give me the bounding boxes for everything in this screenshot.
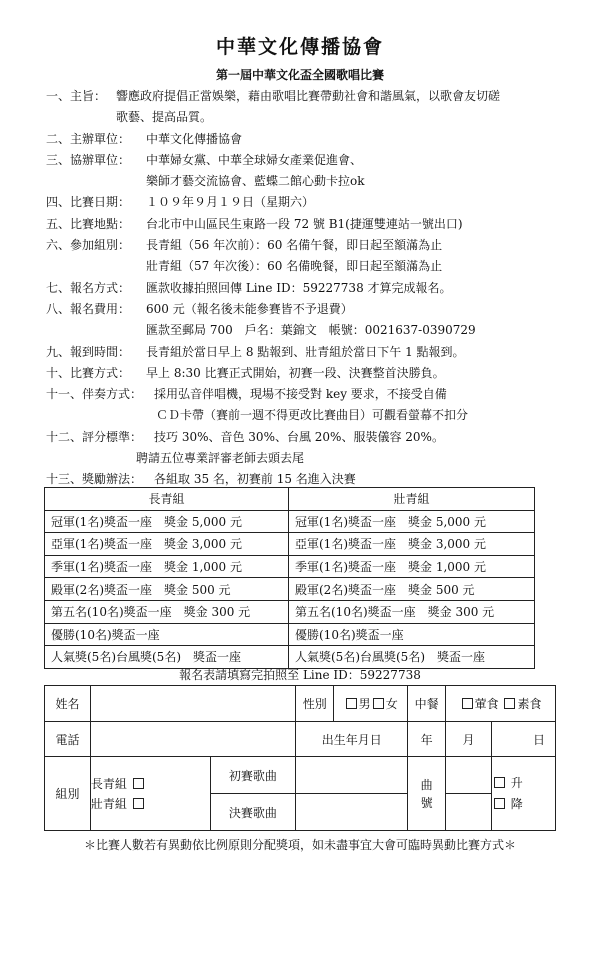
female-label: 女	[385, 697, 398, 711]
rule-3: 三、協辦單位： 中華婦女黨、中華全球婦女產業促進會、	[46, 152, 363, 167]
final-song-field[interactable]	[296, 794, 408, 831]
rule-2: 二、主辦單位： 中華文化傳播協會	[46, 131, 243, 146]
rule-7: 七、報名方式： 匯款收據拍照回傳 Line ID：59227738 才算完成報名。	[46, 280, 452, 295]
prelim-track-field[interactable]	[446, 757, 492, 794]
header-youth-group: 壯青組	[289, 488, 535, 511]
table-row: 冠軍(1名)獎盃一座 獎金 5,000 元 冠軍(1名)獎盃一座 獎金 5,000 元	[45, 510, 535, 533]
youth-group-checkbox[interactable]	[133, 798, 144, 809]
form-row-group-prelim	[45, 757, 556, 794]
footer-note: ＊比賽人數若有異動依比例原則分配獎項，如未盡事宜大會可臨時異動比賽方式＊	[83, 838, 516, 852]
form-instruction: 報名表請填寫完拍照至 Line ID：59227738	[179, 668, 421, 682]
final-track-field[interactable]	[446, 794, 492, 831]
table-row: 殿軍(2名)獎盃一座 獎金 500 元 殿軍(2名)獎盃一座 獎金 500 元	[45, 578, 535, 601]
rule-12: 十二、評分標準： 技巧 30%、音色 30%、台風 20%、服裝儀容 20%。	[46, 429, 444, 444]
table-row: 第五名(10名)獎盃一座 獎金 300 元 第五名(10名)獎盃一座 獎金 300 元	[45, 600, 535, 623]
male-label: 男	[358, 697, 371, 711]
rule-11-cont: ＣＤ卡帶（賽前一週不得更改比賽曲目）可觀看螢幕不扣分	[156, 408, 469, 423]
track-number-label: 曲 號	[408, 757, 446, 831]
table-row: 季軍(1名)獎盃一座 獎金 1,000 元 季軍(1名)獎盃一座 獎金 1,000 元	[45, 555, 535, 578]
contest-title: 第一屆中華文化盃全國歌唱比賽	[215, 68, 384, 82]
gender-label: 性別	[296, 686, 334, 722]
prelim-song-label: 初賽歌曲	[210, 757, 296, 794]
final-song-label: 決賽歌曲	[210, 794, 296, 831]
form-row-name	[45, 686, 556, 722]
lunch-options	[446, 686, 556, 722]
veg-label: 素食	[517, 697, 542, 711]
header-senior-group: 長青組	[45, 488, 289, 511]
key-up-checkbox[interactable]	[494, 777, 505, 788]
key-down-checkbox[interactable]	[494, 798, 505, 809]
rule-1-cont: 歌藝、提高品質。	[116, 110, 213, 125]
table-row: 人氣獎(5名)台風獎(5名) 獎盃一座 人氣獎(5名)台風獎(5名) 獎盃一座	[45, 646, 535, 669]
veg-checkbox[interactable]	[504, 698, 515, 709]
rule-6: 六、參加組別： 長青組（56 年次前）：60 名備午餐，即日起至額滿為止	[46, 238, 443, 253]
document-title: 中華文化傳播協會	[215, 36, 384, 58]
rules-list	[46, 86, 586, 491]
gender-options	[334, 686, 408, 722]
rule-10: 十、比賽方式： 早上 8:30 比賽正式開始，初賽一段、決賽整首決勝負。	[46, 365, 445, 380]
rule-12-cont: 聘請五位專業評審老師去頭去尾	[136, 451, 305, 466]
phone-field[interactable]	[90, 722, 295, 757]
lunch-label: 中餐	[408, 686, 446, 722]
rule-1: 一、主旨： 響應政府提倡正當娛樂，藉由歌唱比賽帶動社會和諧風氣，以歌會友切磋	[46, 89, 501, 103]
name-label: 姓名	[45, 686, 91, 722]
form-row-phone	[45, 722, 556, 757]
registration-form	[44, 685, 556, 831]
name-field[interactable]	[90, 686, 295, 722]
female-checkbox[interactable]	[373, 698, 384, 709]
rule-8: 八、報名費用： 600 元（報名後未能參賽皆不予退費）	[46, 301, 353, 316]
rule-11: 十一、伴奏方式： 採用弘音伴唱機，現場不接受對 key 要求，不接受自備	[46, 387, 447, 402]
rule-9: 九、報到時間： 長青組於當日早上 8 點報到、壯青組於當日下午 1 點報到。	[46, 344, 465, 359]
rule-6-cont: 壯青組（57 年次後）：60 名備晚餐，即日起至額滿為止	[146, 259, 443, 274]
birth-year[interactable]: 年	[408, 722, 446, 757]
rule-5: 五、比賽地點： 台北市中山區民生東路一段 72 號 B1(捷運雙連站一號出口)	[46, 216, 463, 231]
birth-day[interactable]: 日	[491, 722, 555, 757]
prize-table-header	[45, 488, 535, 511]
birth-month[interactable]: 月	[446, 722, 492, 757]
rule-3-cont: 樂師才藝交流協會、藍蝶二館心動卡拉ok	[146, 174, 365, 189]
meat-checkbox[interactable]	[462, 698, 473, 709]
rule-8-cont: 匯款至郵局 700 戶名：葉錦文 帳號：0021637-0390729	[146, 323, 476, 338]
rule-13: 十三、獎勵辦法： 各組取 35 名，初賽前 15 名進入決賽	[46, 472, 356, 487]
key-options: 升 降	[491, 757, 555, 831]
group-options: 長青組 壯青組	[90, 757, 210, 831]
group-label: 組別	[45, 757, 91, 831]
prize-table	[44, 487, 535, 669]
rule-4: 四、比賽日期： １０９年９月１９日（星期六）	[46, 195, 315, 210]
phone-label: 電話	[45, 722, 91, 757]
meat-label: 葷食	[474, 697, 499, 711]
prelim-song-field[interactable]	[296, 757, 408, 794]
table-row: 亞軍(1名)獎盃一座 獎金 3,000 元 亞軍(1名)獎盃一座 獎金 3,000 元	[45, 533, 535, 556]
birth-label: 出生年月日	[296, 722, 408, 757]
male-checkbox[interactable]	[346, 698, 357, 709]
table-row: 優勝(10名)獎盃一座 優勝(10名)獎盃一座	[45, 623, 535, 646]
senior-group-checkbox[interactable]	[133, 778, 144, 789]
